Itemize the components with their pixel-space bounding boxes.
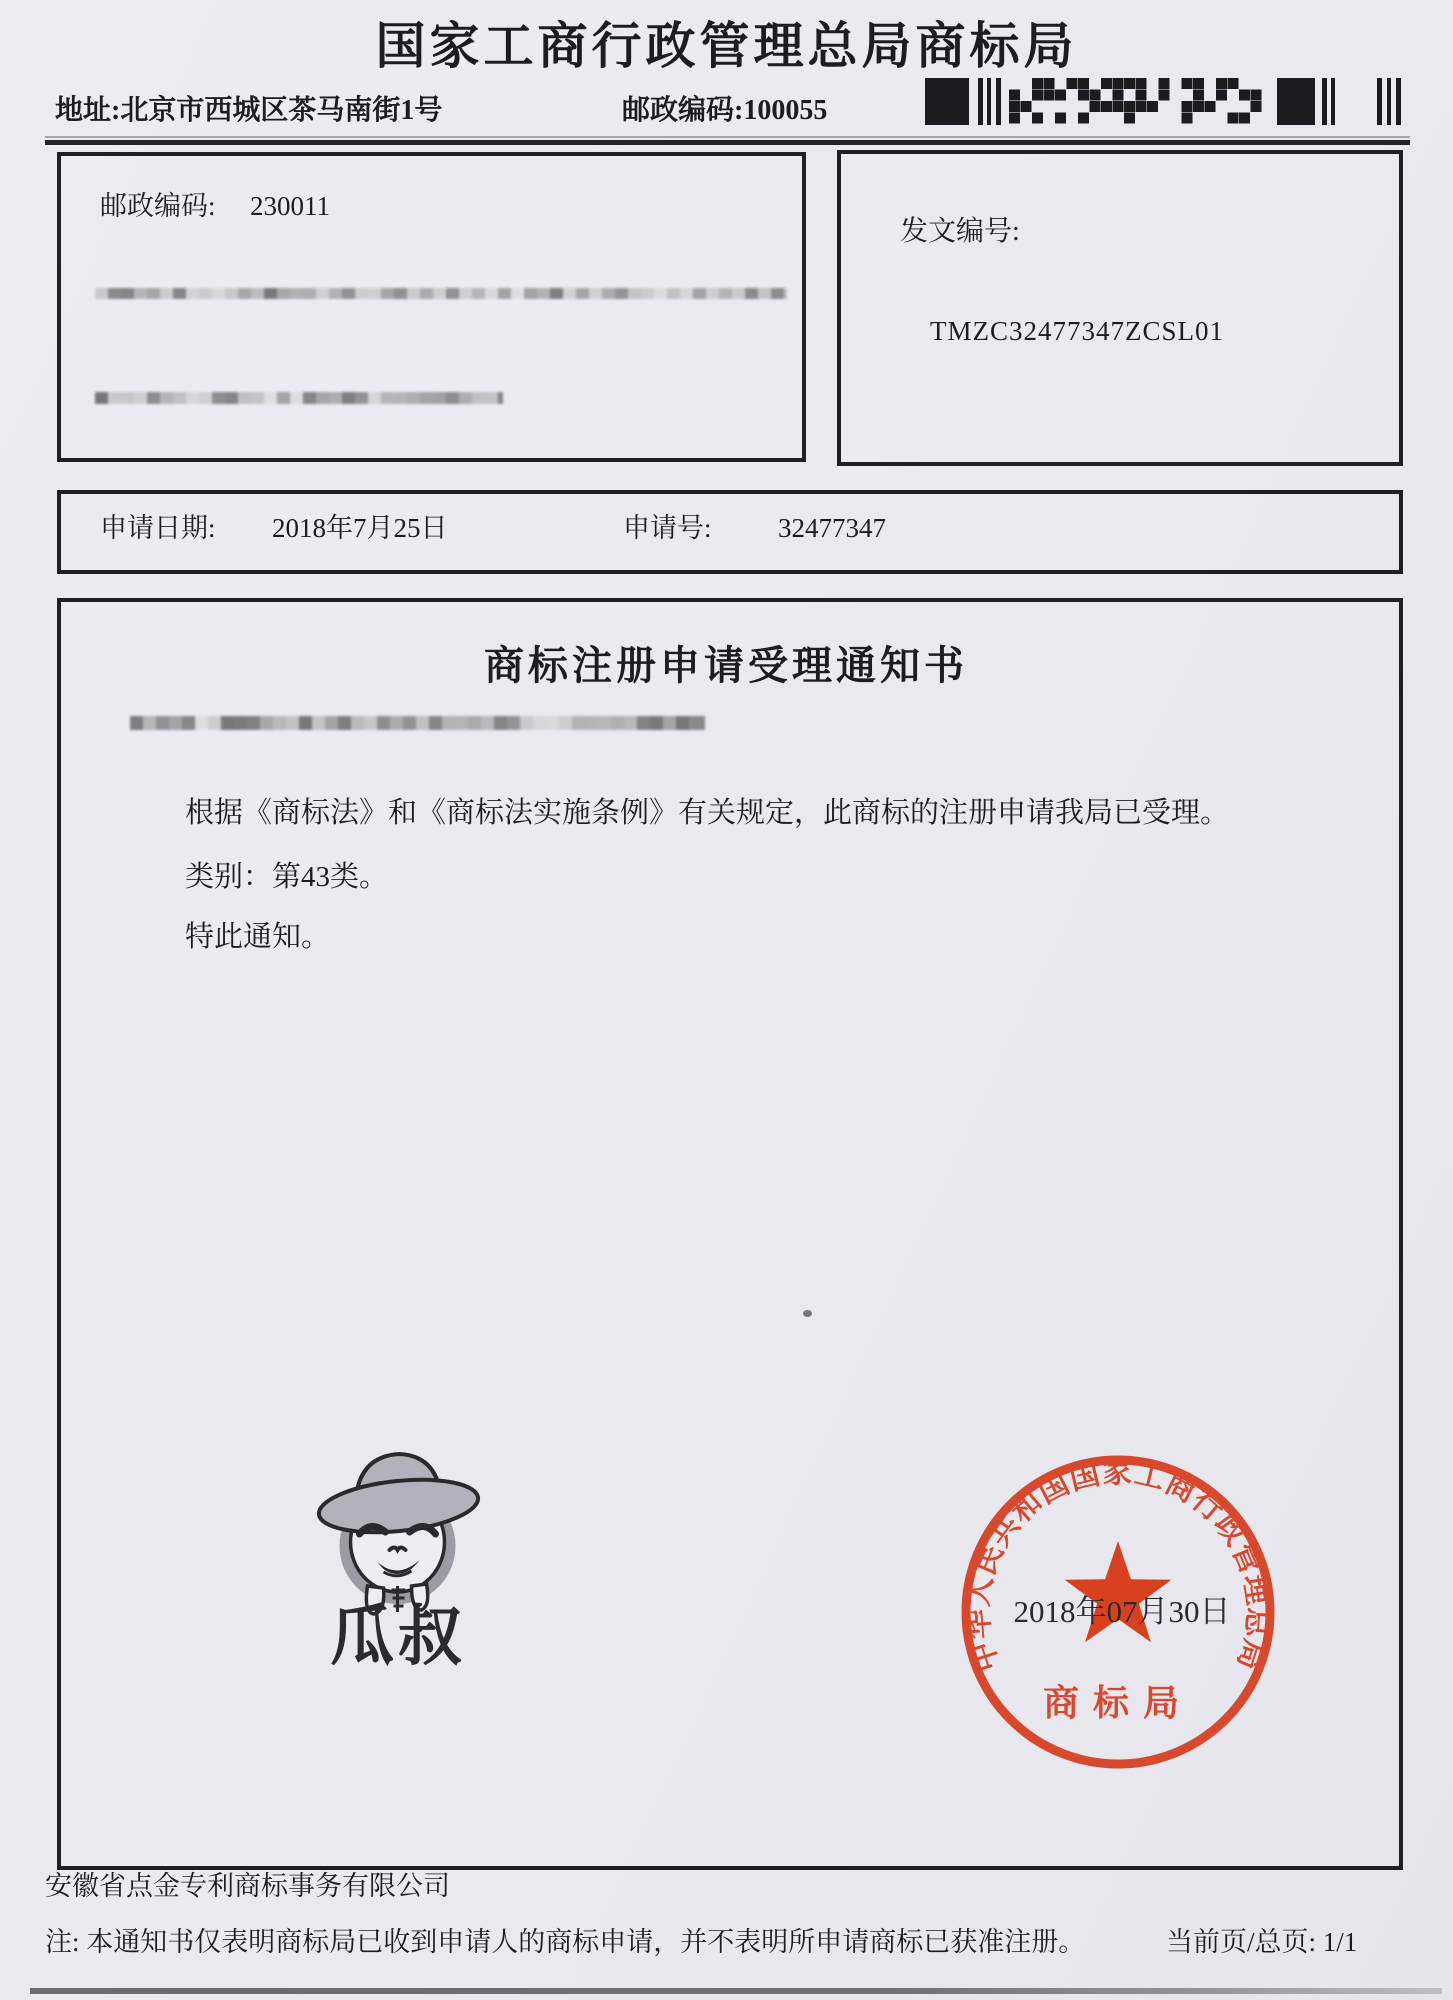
scan-edge-shadow [30,1988,1442,1994]
trademark-logo-caption: 瓜叔 [330,1599,466,1673]
stamp-date: 2018年07月30日 [1013,1594,1231,1629]
redacted-recipient-address [95,288,787,322]
application-number-label: 申请号: [623,513,712,543]
ink-speck [803,1310,812,1317]
trademark-logo-image [300,1438,495,1618]
notice-body-line2: 类别：第43类。 [185,861,389,893]
office-postal-code: 邮政编码:100055 [622,95,828,126]
dispatch-number-value: TMZC32477347ZCSL01 [930,316,1225,346]
header-divider-light [45,136,1410,138]
page-title: 国家工商行政管理总局商标局 [375,18,1078,74]
application-number-value: 32477347 [778,513,886,543]
redacted-applicant-name [130,716,705,758]
dispatch-number-box [837,150,1403,466]
page-indicator: 当前页/总页: 1/1 [1166,1927,1358,1957]
agent-name: 安徽省点金专利商标事务有限公司 [45,1871,450,1901]
recipient-postal-value: 230011 [250,191,330,221]
recipient-postal-label: 邮政编码: [100,191,216,221]
footer-note: 注: 本通知书仅表明商标局已收到申请人的商标申请，并不表明所申请商标已获准注册。 [45,1927,1086,1957]
notice-title: 商标注册申请受理通知书 [484,643,968,688]
application-info-box [57,490,1403,574]
application-date-label: 申请日期: [100,513,216,543]
stamp-ring-text: 中华人民共和国国家工商行政管理总局 [959,1454,1277,1677]
official-stamp [948,1442,1288,1782]
application-date-value: 2018年7月25日 [272,513,448,543]
header-divider [45,140,1410,145]
notice-body-line3: 特此通知。 [185,921,331,953]
redacted-recipient-company [95,392,503,428]
notice-body-line1: 根据《商标法》和《商标法实施条例》有关规定，此商标的注册申请我局已受理。 [185,797,1230,829]
barcode [925,76,1415,128]
dispatch-number-label: 发文编号: [900,216,1020,247]
office-address: 地址:北京市西城区茶马南街1号 [55,95,443,126]
stamp-office-name: 商标局 [1042,1683,1194,1723]
